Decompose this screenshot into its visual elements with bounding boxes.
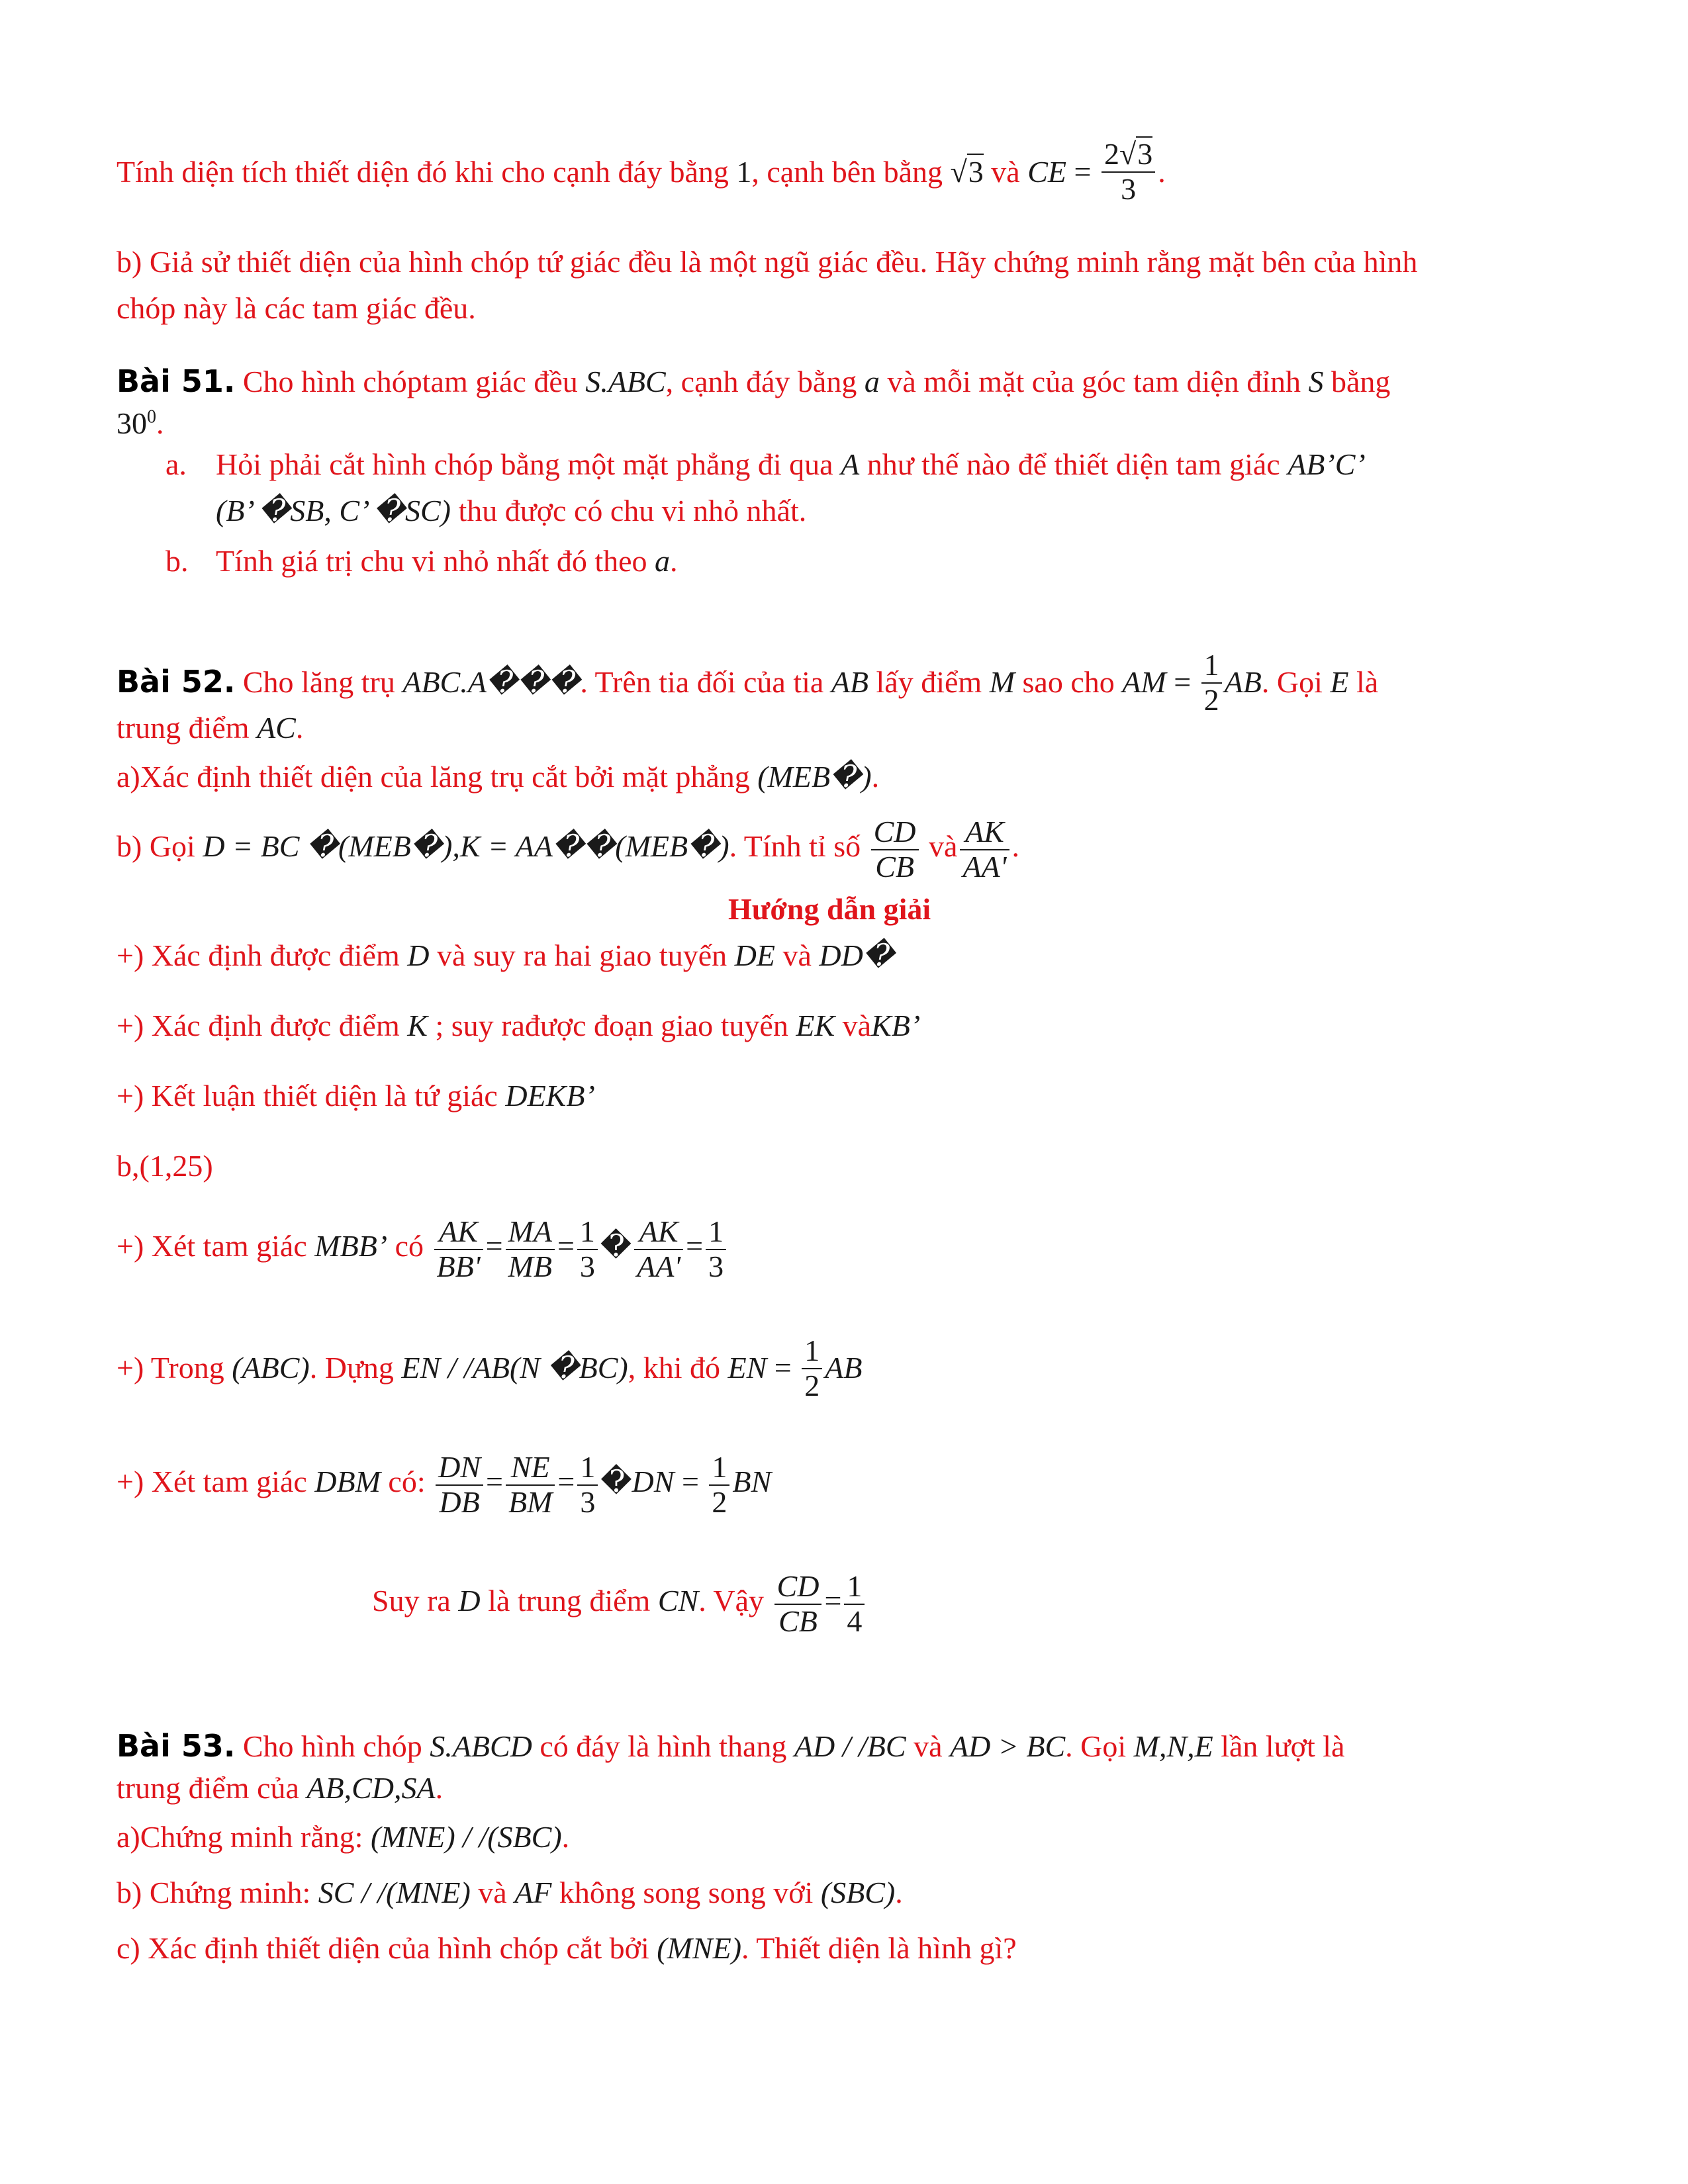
p1-line <box>117 137 1166 210</box>
guide-step-4: +) Xét tam giác MBB’ có $\frac{AK}{BB'}$ = $\frac{MA}{MB}$ = $\frac{1}{3}$ � $\frac{AK}{AA'}$ = $\frac{1}{3}$ <box>117 1215 729 1283</box>
math: = <box>1066 155 1099 189</box>
fraction: $\frac{1}{4}$ <box>844 1570 865 1638</box>
fraction: $\frac{DN}{DB}$ <box>436 1451 483 1519</box>
b53-question-b: b) Chứng minh: SC / /(MNE) và AF không song song với (SBC). <box>117 1876 903 1909</box>
math: a <box>864 365 880 398</box>
exercise-label: Bài 51. <box>117 363 236 399</box>
b51-item-a-text: Hỏi phải cắt hình chóp bằng một mặt phẳng đi qua A như thế nào để thiết diện tam giác AB’C’ <box>216 447 1366 481</box>
b52-question-b: b) Gọi D = BC �(MEB�),K = AA��(MEB�). Tính tỉ số $\frac{CD}{CB}$ và $\frac{AK}{AA'}$ . <box>117 815 1019 884</box>
guide-title: Hướng dẫn giải <box>728 892 931 926</box>
fraction: $\frac{1}{3}$ <box>577 1451 598 1519</box>
b52-heading-line: Bài 52. Cho lăng trụ ABC.A���. Trên tia đối của tia AB lấy điểm M sao cho AM = $\frac{1}{2}$ AB. Gọi E là <box>117 648 1379 717</box>
guide-step-1: +) Xác định được điểm D và suy ra hai giao tuyến DE và DD� <box>117 938 894 972</box>
score: b,(1,25) <box>117 1149 213 1183</box>
fraction: $\frac{NE}{BM}$ <box>506 1451 555 1519</box>
fraction: $\frac{AK}{BB'}$ <box>434 1215 483 1283</box>
exercise-label: Bài 52. <box>117 664 236 700</box>
fraction: $\frac{CD}{CB}$ <box>871 815 919 884</box>
b52-question-a: a)Xác định thiết diện của lăng trụ cắt bởi mặt phẳng (MEB�). <box>117 760 880 794</box>
text: . <box>1158 155 1166 189</box>
text: và <box>983 155 1028 189</box>
guide-step-5: +) Trong (ABC). Dựng EN / /AB(N �BC), khi đó EN = $\frac{1}{2}$ AB <box>117 1334 863 1402</box>
guide-step-3: +) Kết luận thiết diện là tứ giác DEKB’ <box>117 1079 595 1113</box>
b51-item-b <box>165 544 189 579</box>
fraction: $\frac{CD}{CB}$ <box>774 1570 822 1638</box>
fraction: $\frac{MA}{MB}$ <box>506 1215 555 1283</box>
b51-item-a-line2: (B’ �SB, C’ �SC) thu được có chu vi nhỏ nhất. <box>216 494 807 527</box>
text: , cạnh bên bằng <box>751 155 951 189</box>
math: CE <box>1027 155 1066 189</box>
b51-item-a <box>165 447 187 482</box>
math: 1 <box>736 155 752 189</box>
fraction: $\frac{2√3}{3}$ <box>1102 136 1155 206</box>
b51-item-b-text: Tính giá trị chu vi nhỏ nhất đó theo a. <box>216 544 678 578</box>
b53-question-a: a)Chứng minh rằng: (MNE) / /(SBC). <box>117 1820 570 1854</box>
p2-line1: b) Giả sử thiết diện của hình chóp tứ giác đều là một ngũ giác đều. Hãy chứng minh rằng mặt bên của hình <box>117 245 1418 279</box>
b53-question-c: c) Xác định thiết diện của hình chóp cắt bởi (MNE). Thiết diện là hình gì? <box>117 1931 1017 1965</box>
text: Tính diện tích thiết diện đó khi cho cạnh đáy bằng <box>117 155 737 189</box>
fraction: $\frac{1}{2}$ <box>709 1451 729 1519</box>
fraction: $\frac{AK}{AA'}$ <box>960 815 1009 884</box>
p2-line2: chóp này là các tam giác đều. <box>117 291 476 325</box>
b52-line2: trung điểm AC. <box>117 711 304 745</box>
fraction: $\frac{1}{2}$ <box>802 1334 822 1402</box>
guide-step-7: Suy ra D là trung điểm CN. Vậy $\frac{CD}{CB}$ = $\frac{1}{4}$ <box>372 1570 867 1638</box>
b51-heading-line: Bài 51. Cho hình chóptam giác đều S.ABC, cạnh đáy bằng a và mỗi mặt của góc tam diện đỉnh S bằng <box>117 363 1391 399</box>
guide-step-2: +) Xác định được điểm K ; suy rađược đoạn giao tuyến EK vàKB’ <box>117 1009 921 1042</box>
exercise-label: Bài 53. <box>117 1728 236 1764</box>
b51-angle: $30^0$. <box>117 406 164 440</box>
guide-step-6: +) Xét tam giác DBM có: $\frac{DN}{DB}$ = $\frac{NE}{BM}$ = $\frac{1}{3}$ �DN = $\frac{1}{2}$ BN <box>117 1450 772 1519</box>
fraction: $\frac{1}{2}$ <box>1201 649 1222 717</box>
fraction: $\frac{1}{3}$ <box>577 1215 598 1283</box>
b53-line2: trung điểm của AB,CD,SA. <box>117 1771 444 1805</box>
b53-heading-line: Bài 53. Cho hình chóp S.ABCD có đáy là hình thang AD / /BC và AD > BC. Gọi M,N,E lần lượt là <box>117 1728 1345 1764</box>
math: S <box>1308 365 1324 398</box>
fraction: $\frac{AK}{AA'}$ <box>634 1215 683 1283</box>
fraction: $\frac{1}{3}$ <box>706 1215 726 1283</box>
list-marker: b. <box>165 544 189 578</box>
sqrt-3: √3 <box>950 155 984 189</box>
list-marker: a. <box>165 447 187 481</box>
math: S.ABC <box>585 365 666 398</box>
